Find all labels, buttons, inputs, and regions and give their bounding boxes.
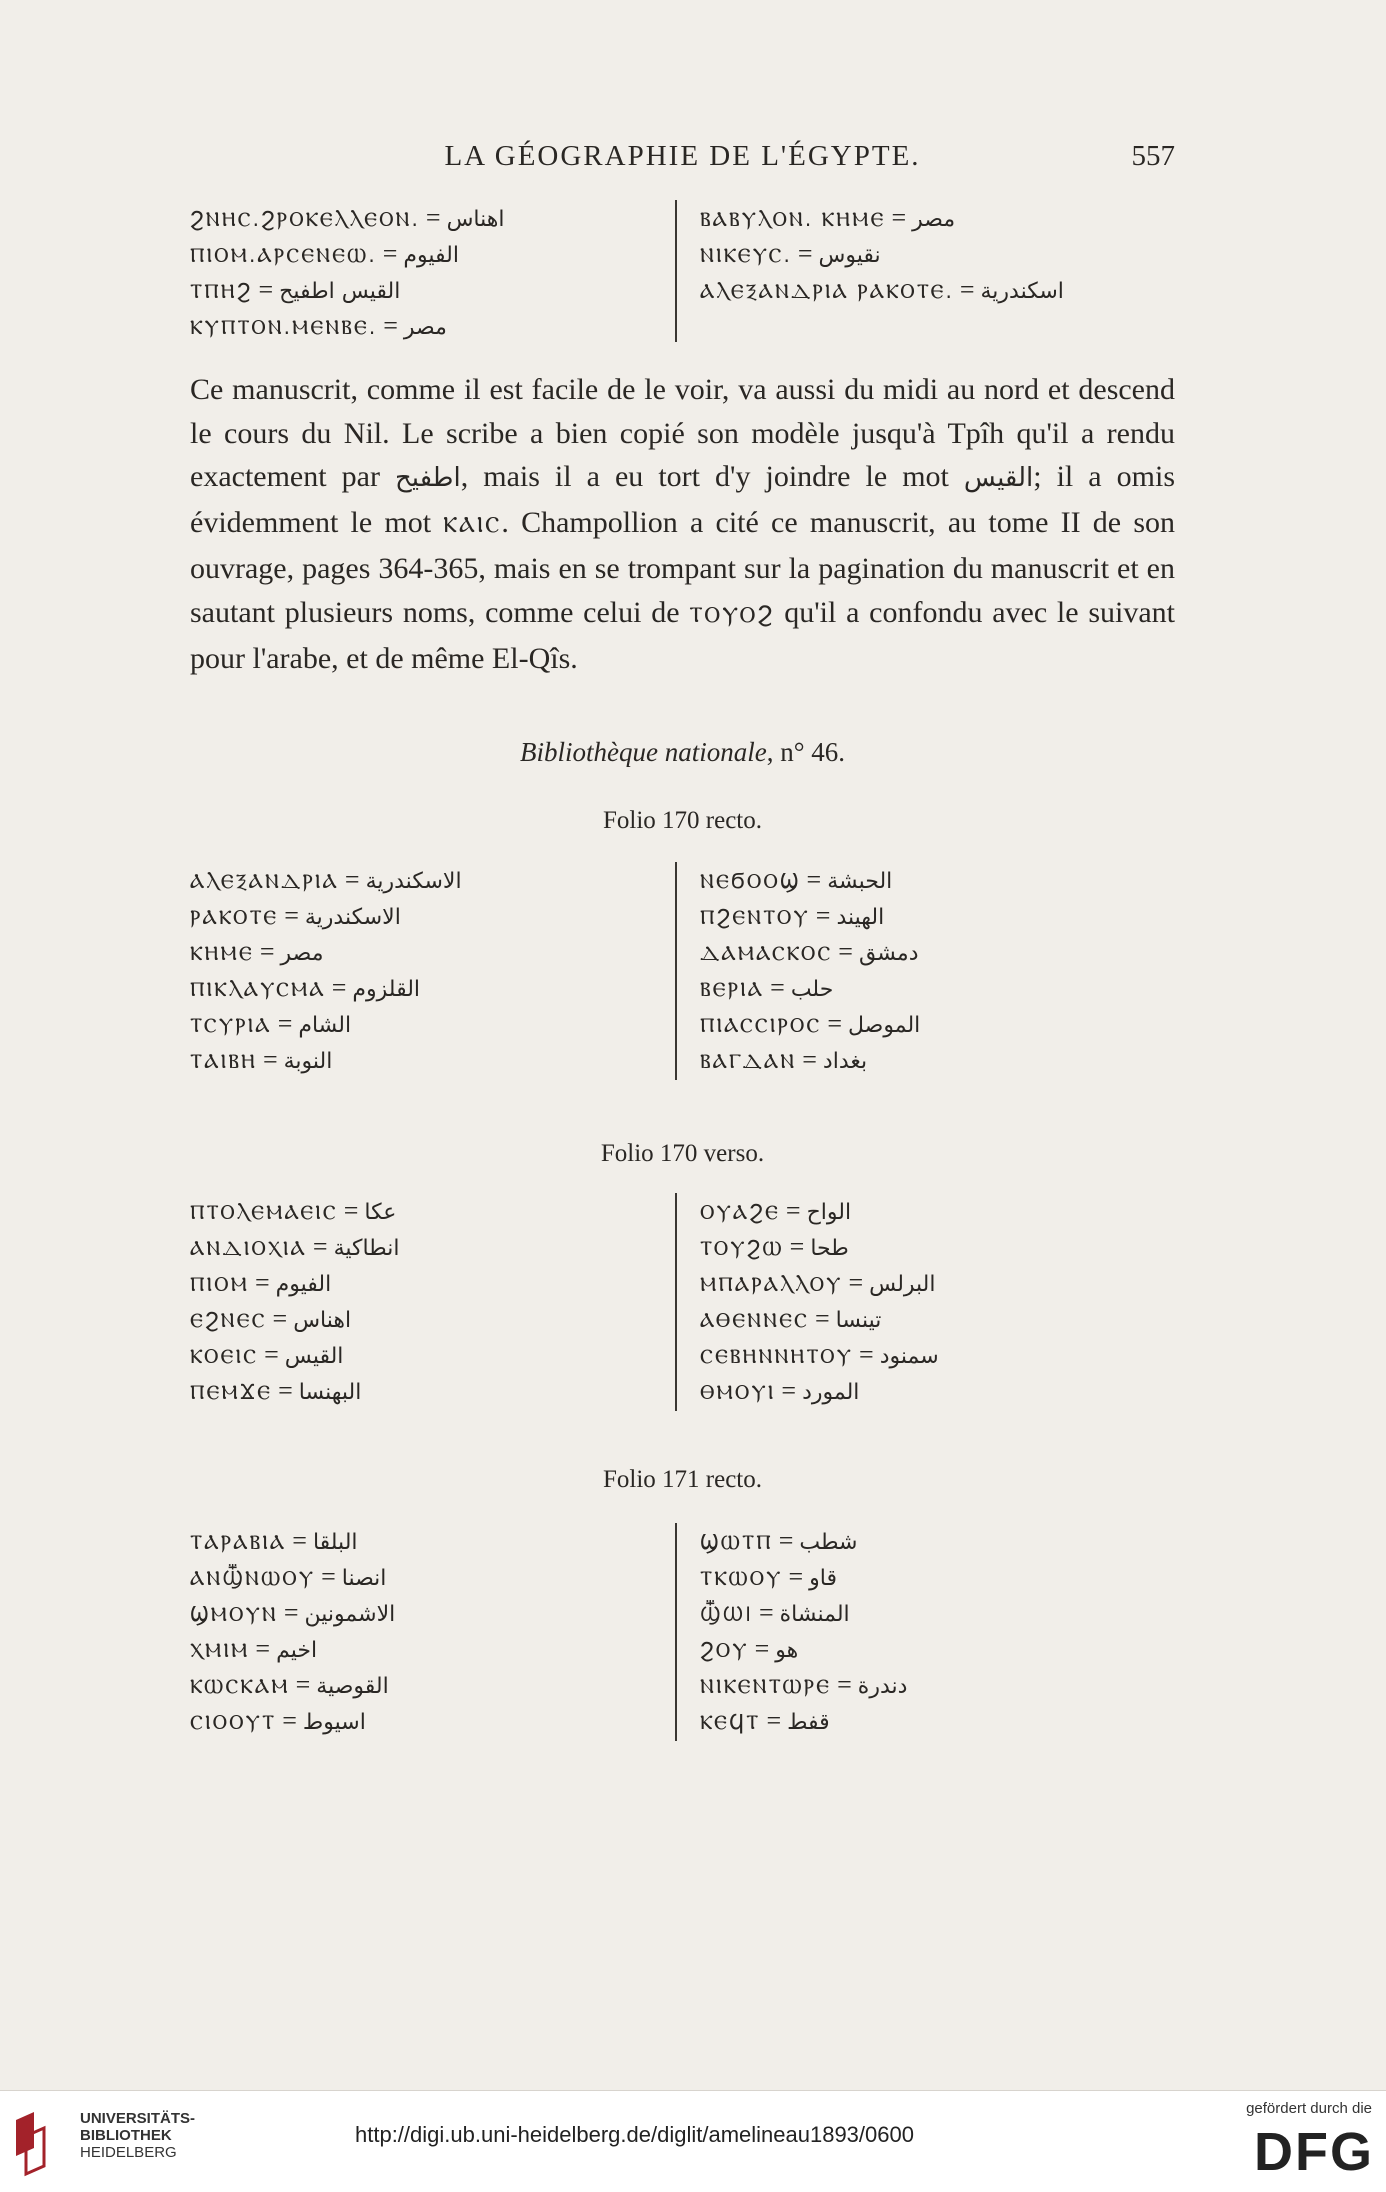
list-item: [190, 934, 660, 970]
equals-sign: =: [797, 239, 813, 268]
permalink-url[interactable]: http://digi.ub.uni-heidelberg.de/diglit/amelineau1893/0600: [355, 2122, 914, 2147]
body-paragraph: [190, 368, 1175, 681]
arabic-name: تينسا: [835, 1308, 882, 1333]
equals-sign: =: [282, 1706, 297, 1735]
equals-sign: =: [262, 1045, 278, 1074]
folio-heading: Folio 170 recto.: [602, 807, 762, 834]
arabic-name: الاشمونين: [304, 1602, 396, 1627]
arabic-name: قفط: [787, 1710, 830, 1735]
equals-sign: =: [837, 1670, 852, 1699]
coptic-word: ⲔⲀⲒⲤ: [443, 512, 502, 538]
list-item: [700, 898, 1175, 934]
arabic-name: الحبشة: [827, 869, 893, 894]
equals-sign: =: [292, 1526, 307, 1555]
list-item: [700, 1667, 1175, 1703]
equals-sign: =: [788, 1562, 804, 1591]
library-name-line: HEIDELBERG: [80, 2144, 177, 2161]
list-item: [190, 200, 660, 236]
equals-sign: =: [806, 865, 822, 894]
arabic-name: القلزوم: [352, 977, 421, 1002]
arabic-name: البرلس: [869, 1272, 936, 1297]
list-item: [700, 1631, 1175, 1667]
top-list-right-column: [700, 200, 1175, 308]
arabic-name: طحا: [810, 1236, 849, 1261]
list-item: [190, 1337, 660, 1373]
arabic-name: القيس: [284, 1344, 344, 1369]
arabic-name: نقيوس: [818, 243, 881, 268]
equals-sign: =: [278, 1376, 293, 1405]
arabic-name: القوصية: [316, 1674, 389, 1699]
arabic-name: اهناس: [293, 1308, 352, 1333]
coptic-name: ⲔⲨⲠⲦⲞⲚ.ⲘⲈⲚⲂⲈ.: [190, 315, 378, 339]
coptic-name: ⲂⲈⲢⲒⲀ: [700, 977, 765, 1001]
column-divider: [675, 1523, 677, 1741]
equals-sign: =: [331, 973, 347, 1002]
arabic-name: الشام: [298, 1013, 352, 1038]
equals-sign: =: [838, 937, 853, 966]
equals-sign: =: [284, 901, 299, 930]
column-divider: [675, 1193, 677, 1411]
arabic-name: انطاكية: [333, 1236, 400, 1261]
arabic-name: مصر: [280, 941, 324, 966]
coptic-name: ⲈϨⲚⲈⲤ: [190, 1308, 267, 1332]
university-logo-icon: [12, 2108, 52, 2178]
equals-sign: =: [277, 1009, 293, 1038]
paragraph-text: ; il a omis évidemment le mot: [190, 460, 1176, 539]
source-heading: [190, 737, 1175, 768]
library-name-line: UNIVERSITÄTS-: [80, 2110, 196, 2127]
equals-sign: =: [259, 937, 275, 966]
paragraph-text: . Champollion a cité ce manuscrit, au tome II de son ouvrage, pages 364-365, mais en se trompant sur la pagination du manuscrit et en sautant plusieurs noms, comme celui de: [190, 505, 1176, 629]
funder-label: gefördert durch die: [1246, 2100, 1372, 2117]
coptic-name: ⲞⲨⲀϨⲈ: [700, 1200, 780, 1224]
equals-sign: =: [848, 1268, 864, 1297]
source-number: , n° 46.: [766, 737, 846, 767]
list-item: [700, 1042, 1175, 1078]
coptic-name: ⲦⲤⲨⲢⲒⲀ: [190, 1013, 272, 1037]
equals-sign: =: [766, 1706, 782, 1735]
list-item: [700, 1006, 1175, 1042]
coptic-name: ⲢⲀⲔⲞⲦⲈ: [190, 905, 279, 929]
equals-sign: =: [770, 973, 785, 1002]
paragraph-text: , mais il a eu tort d'y joindre le mot: [460, 460, 964, 493]
equals-sign: =: [283, 1598, 299, 1627]
equals-sign: =: [382, 239, 398, 268]
equals-sign: =: [802, 1045, 817, 1074]
paragraph-text: Ce manuscrit, comme il est facile de le voir, va aussi du midi au nord et descend le cours du Nil. Le scribe a bien copié son modèle jusqu'à Tpîh qu'il a rendu exactement par: [190, 373, 1175, 493]
coptic-name: ⲦⲔⲰⲞⲨ: [700, 1566, 783, 1590]
coptic-name: ⲠⲒⲔⲖⲀⲨⲤⲘⲀ: [190, 977, 326, 1001]
arabic-name: المنشاة: [779, 1602, 850, 1627]
equals-sign: =: [789, 1232, 805, 1261]
list-item: [190, 1042, 660, 1078]
coptic-name: ⲤⲈⲂⲎⲚⲚⲎⲦⲞⲨ: [700, 1344, 854, 1368]
list-item: [190, 236, 660, 272]
equals-sign: =: [891, 203, 907, 232]
coptic-name: ⲀⲖⲈⲜⲀⲚⲆⲢⲒⲀ ⲢⲀⲔⲞⲦⲈ.: [700, 279, 954, 303]
coptic-name: ⲦⲀⲒⲂⲎ: [190, 1049, 257, 1073]
equals-sign: =: [827, 1009, 843, 1038]
arabic-name: النوبة: [283, 1049, 333, 1074]
list-item: [190, 1265, 660, 1301]
list-item: [190, 1523, 660, 1559]
coptic-name: ⲤⲒⲞⲞⲨⲦ: [190, 1710, 277, 1734]
list-item: [700, 1559, 1175, 1595]
folio-170-recto-list: [190, 862, 1175, 1080]
list-item: [700, 1265, 1175, 1301]
coptic-name: ϢⲘⲞⲨⲚ: [190, 1602, 278, 1626]
equals-sign: =: [778, 1526, 794, 1555]
equals-sign: =: [272, 1304, 288, 1333]
list-item: [190, 1193, 660, 1229]
right-column: [700, 1193, 1175, 1409]
left-column: [190, 1523, 660, 1739]
arabic-name: مصر: [912, 207, 956, 232]
arabic-name: البلقا: [312, 1530, 358, 1555]
arabic-word: القيس: [963, 463, 1034, 493]
coptic-name: ⲠⲈⲘϪⲈ: [190, 1380, 273, 1404]
equals-sign: =: [295, 1670, 311, 1699]
arabic-name: دمشق: [858, 941, 919, 966]
paragraph-text: qu'il a confondu avec le suivant pour l'arabe, et de même El-Qîs.: [190, 595, 1175, 675]
equals-sign: =: [321, 1562, 336, 1591]
list-item: [700, 1193, 1175, 1229]
coptic-name: ⲠⲒⲀⲤⲤⲒⲢⲞⲤ: [700, 1013, 822, 1037]
equals-sign: =: [859, 1340, 874, 1369]
coptic-name: ⲔⲈϤⲦ: [700, 1710, 761, 1734]
arabic-name: اسيوط: [302, 1710, 366, 1735]
column-divider: [675, 862, 677, 1080]
list-item: [190, 1229, 660, 1265]
equals-sign: =: [785, 1196, 801, 1225]
coptic-name: ϢⲰⲦⲠ: [700, 1530, 773, 1554]
library-name: [80, 2110, 195, 2161]
folio-heading: Folio 170 verso.: [600, 1140, 765, 1167]
list-item: [700, 1703, 1175, 1739]
folio-heading: Folio 171 recto.: [602, 1466, 762, 1493]
list-item: [190, 1006, 660, 1042]
coptic-name: ⲔⲎⲘⲈ: [190, 941, 254, 965]
arabic-name: انصنا: [341, 1566, 387, 1591]
arabic-name: اهناس: [446, 207, 505, 232]
arabic-name: الهيند: [836, 905, 885, 930]
equals-sign: =: [255, 1634, 271, 1663]
coptic-name: ⲠϨⲈⲚⲦⲞⲨ: [700, 905, 810, 929]
arabic-name: الموصل: [848, 1013, 921, 1038]
equals-sign: =: [344, 865, 360, 894]
column-divider: [675, 200, 677, 342]
coptic-name: ⲚⲒⲔⲈⲨⲤ.: [700, 243, 792, 267]
coptic-name: ⲦⲠⲎϨ: [190, 279, 253, 303]
list-item: [700, 200, 1175, 236]
folio-171-recto-list: [190, 1523, 1175, 1741]
list-item: [700, 934, 1175, 970]
list-item: [700, 1337, 1175, 1373]
arabic-name: الاسكندرية: [365, 869, 462, 894]
equals-sign: =: [264, 1340, 279, 1369]
right-column: [700, 862, 1175, 1078]
arabic-name: الواح: [806, 1200, 852, 1225]
source-title: Bibliothèque nationale: [519, 737, 767, 767]
list-item: [190, 862, 660, 898]
list-item: [700, 1373, 1175, 1409]
arabic-name: اسكندرية: [980, 279, 1064, 304]
coptic-name: ⲔⲞⲈⲒⲤ: [190, 1344, 259, 1368]
arabic-name: هو: [775, 1638, 799, 1663]
arabic-name: عكا: [364, 1200, 397, 1225]
coptic-name: ⳂⲰⲒ: [700, 1602, 753, 1626]
page-number: 557: [1131, 140, 1175, 172]
list-item: [190, 1373, 660, 1409]
running-title: LA GÉOGRAPHIE DE L'ÉGYPTE.: [444, 140, 921, 172]
coptic-word: ⲦⲞⲨⲞϨ: [689, 602, 775, 628]
arabic-name: سمنود: [879, 1344, 939, 1369]
list-item: [700, 1229, 1175, 1265]
list-item: [190, 1631, 660, 1667]
coptic-name: ⲔⲰⲤⲔⲀⲘ: [190, 1674, 290, 1698]
equals-sign: =: [255, 1268, 270, 1297]
right-column: [700, 1523, 1175, 1739]
dfg-logo: DFG: [1254, 2122, 1374, 2182]
coptic-name: ⲘⲠⲀⲢⲀⲖⲖⲞⲨ: [700, 1272, 843, 1296]
coptic-name: ⲆⲀⲘⲀⲤⲔⲞⲤ: [700, 941, 833, 965]
coptic-name: ⲂⲀⲄⲆⲀⲚ: [700, 1049, 797, 1073]
coptic-name: ⲠⲒⲞⲘ: [190, 1272, 249, 1296]
arabic-name: قاو: [809, 1566, 838, 1591]
coptic-name: ⲀⲖⲈⲜⲀⲚⲆⲢⲒⲀ: [190, 869, 339, 893]
equals-sign: =: [754, 1634, 770, 1663]
list-item: [190, 898, 660, 934]
equals-sign: =: [383, 311, 398, 340]
arabic-name: حلب: [790, 977, 834, 1002]
arabic-name: مصر: [403, 315, 447, 340]
equals-sign: =: [815, 901, 831, 930]
equals-sign: =: [343, 1196, 359, 1225]
list-item: [190, 970, 660, 1006]
list-item: [190, 1667, 660, 1703]
equals-sign: =: [312, 1232, 328, 1261]
list-item: [190, 1559, 660, 1595]
list-item: [700, 1301, 1175, 1337]
coptic-name: ⲚⲒⲔⲈⲚⲦⲰⲢⲈ: [700, 1674, 832, 1698]
list-item: [700, 1595, 1175, 1631]
arabic-name: الفيوم: [275, 1272, 332, 1297]
arabic-name: القيس اطفيح: [279, 279, 401, 304]
arabic-name: دندرة: [857, 1674, 908, 1699]
arabic-name: شطب: [799, 1530, 858, 1555]
coptic-name: ⲬⲘⲒⲘ: [190, 1638, 250, 1662]
equals-sign: =: [425, 203, 441, 232]
list-item: [190, 1703, 660, 1739]
arabic-name: الفيوم: [403, 243, 459, 268]
equals-sign: =: [781, 1376, 797, 1405]
coptic-name: ⲀⲐⲈⲚⲚⲈⲤ: [700, 1308, 809, 1332]
coptic-name: ⲠⲒⲞⲘ.ⲀⲢⲤⲈⲚⲈⲰ.: [190, 243, 377, 267]
arabic-word: اطفيح: [394, 463, 461, 493]
top-place-list: [190, 200, 1175, 342]
coptic-name: ⲦⲀⲢⲀⲂⲒⲀ: [190, 1530, 287, 1554]
list-item: [190, 1301, 660, 1337]
coptic-name: ϨⲚⲎⲤ.ϨⲢⲞⲔⲈⲖⲖⲈⲞⲚ.: [190, 207, 420, 231]
coptic-name: ⲂⲀⲂⲨⲖⲞⲚ. ⲔⲎⲘⲈ: [700, 207, 886, 231]
coptic-name: ⲚⲈϬⲞⲞϢ: [700, 869, 801, 893]
coptic-name: ⲀⲚⲆⲒⲞⲬⲒⲀ: [190, 1236, 307, 1260]
list-item: [700, 970, 1175, 1006]
arabic-name: اخيم: [276, 1638, 318, 1663]
list-item: [700, 1523, 1175, 1559]
coptic-name: ⲐⲘⲞⲨⲒ: [700, 1380, 776, 1404]
coptic-name: ϨⲞⲨ: [700, 1638, 749, 1662]
arabic-name: المورد: [802, 1380, 860, 1405]
list-item: [190, 1595, 660, 1631]
arabic-name: البهنسا: [298, 1380, 362, 1405]
equals-sign: =: [258, 275, 274, 304]
top-list-left-column: [190, 200, 660, 344]
equals-sign: =: [814, 1304, 830, 1333]
list-item: [700, 862, 1175, 898]
folio-170-verso-list: [190, 1193, 1175, 1411]
coptic-name: ⲠⲦⲞⲖⲈⲘⲀⲈⲒⲤ: [190, 1200, 338, 1224]
running-head: [190, 140, 1175, 184]
list-item: [190, 272, 660, 308]
list-item: [700, 272, 1175, 308]
coptic-name: ⲦⲞⲨϨⲰ: [700, 1236, 784, 1260]
left-column: [190, 1193, 660, 1409]
coptic-name: ⲀⲚⳂⲚⲰⲞⲨ: [190, 1566, 316, 1590]
arabic-name: بغداد: [822, 1049, 868, 1074]
equals-sign: =: [959, 275, 975, 304]
arabic-name: الاسكندرية: [304, 905, 401, 930]
left-column: [190, 862, 660, 1078]
list-item: [700, 236, 1175, 272]
list-item: [190, 308, 660, 344]
equals-sign: =: [758, 1598, 774, 1627]
library-name-line: BIBLIOTHEK: [80, 2127, 172, 2144]
